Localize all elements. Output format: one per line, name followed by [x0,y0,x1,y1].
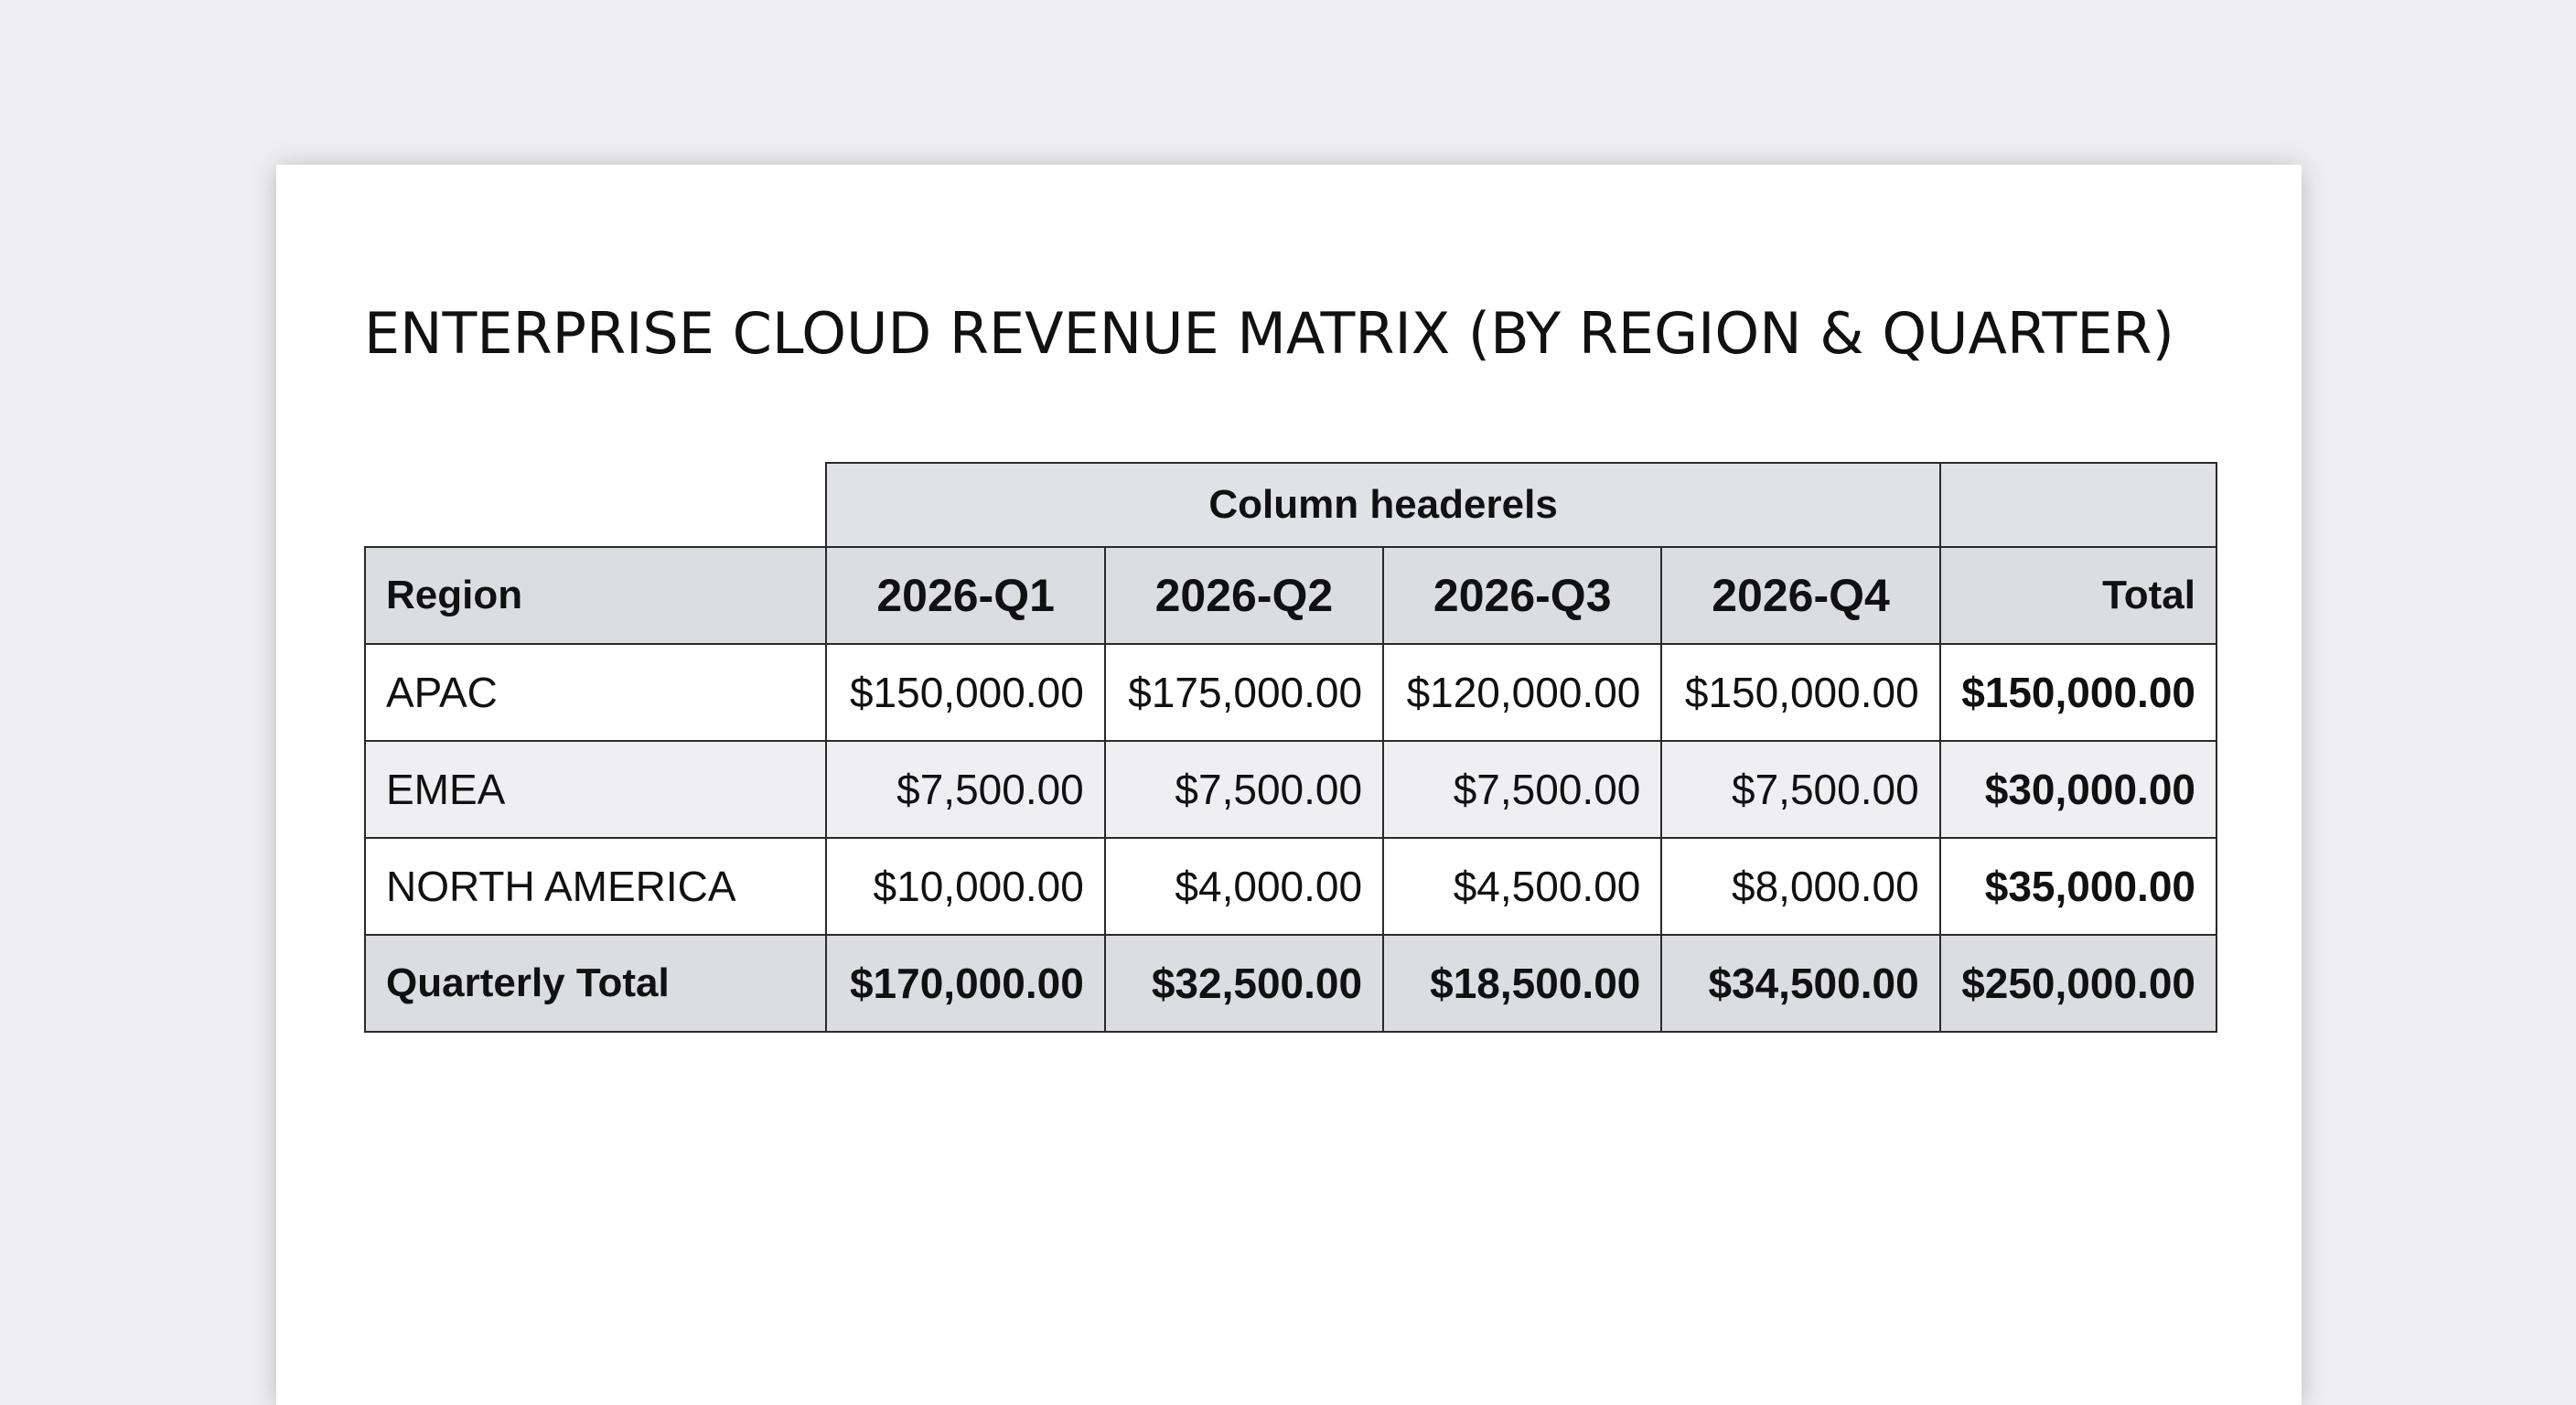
header-total: Total [1940,547,2216,644]
footer-value-cell: $170,000.00 [826,935,1104,1032]
value-cell: $7,500.00 [1383,741,1661,838]
region-cell: APAC [365,644,826,741]
blank-group-cell [1940,463,2216,547]
table-row [365,838,2216,935]
value-cell: $150,000.00 [826,644,1104,741]
value-cell: $7,500.00 [1105,741,1383,838]
document-title: ENTERPRISE CLOUD REVENUE MATRIX (BY REGION & QUARTER) [364,300,2174,367]
footer-total-row [365,935,2216,1032]
column-group-row [365,463,2216,547]
blank-corner-cell [365,463,826,547]
value-cell: $120,000.00 [1383,644,1661,741]
header-quarter: 2026-Q3 [1383,547,1661,644]
row-total-cell: $35,000.00 [1940,838,2216,935]
document-page [276,165,2302,1405]
header-row [365,547,2216,644]
table-row [365,644,2216,741]
region-cell: NORTH AMERICA [365,838,826,935]
region-cell: EMEA [365,741,826,838]
value-cell: $8,000.00 [1661,838,1939,935]
value-cell: $7,500.00 [826,741,1104,838]
revenue-matrix-table [364,462,2217,1033]
column-group-header: Column headerels [826,463,1939,547]
header-quarter: 2026-Q1 [826,547,1104,644]
header-quarter: 2026-Q2 [1105,547,1383,644]
footer-value-cell: $34,500.00 [1661,935,1939,1032]
header-quarter: 2026-Q4 [1661,547,1939,644]
value-cell: $4,500.00 [1383,838,1661,935]
row-total-cell: $30,000.00 [1940,741,2216,838]
grand-total-cell: $250,000.00 [1940,935,2216,1032]
footer-value-cell: $32,500.00 [1105,935,1383,1032]
footer-label-cell: Quarterly Total [365,935,826,1032]
row-total-cell: $150,000.00 [1940,644,2216,741]
value-cell: $7,500.00 [1661,741,1939,838]
value-cell: $150,000.00 [1661,644,1939,741]
value-cell: $10,000.00 [826,838,1104,935]
table-row [365,741,2216,838]
value-cell: $4,000.00 [1105,838,1383,935]
header-region: Region [365,547,826,644]
footer-value-cell: $18,500.00 [1383,935,1661,1032]
value-cell: $175,000.00 [1105,644,1383,741]
